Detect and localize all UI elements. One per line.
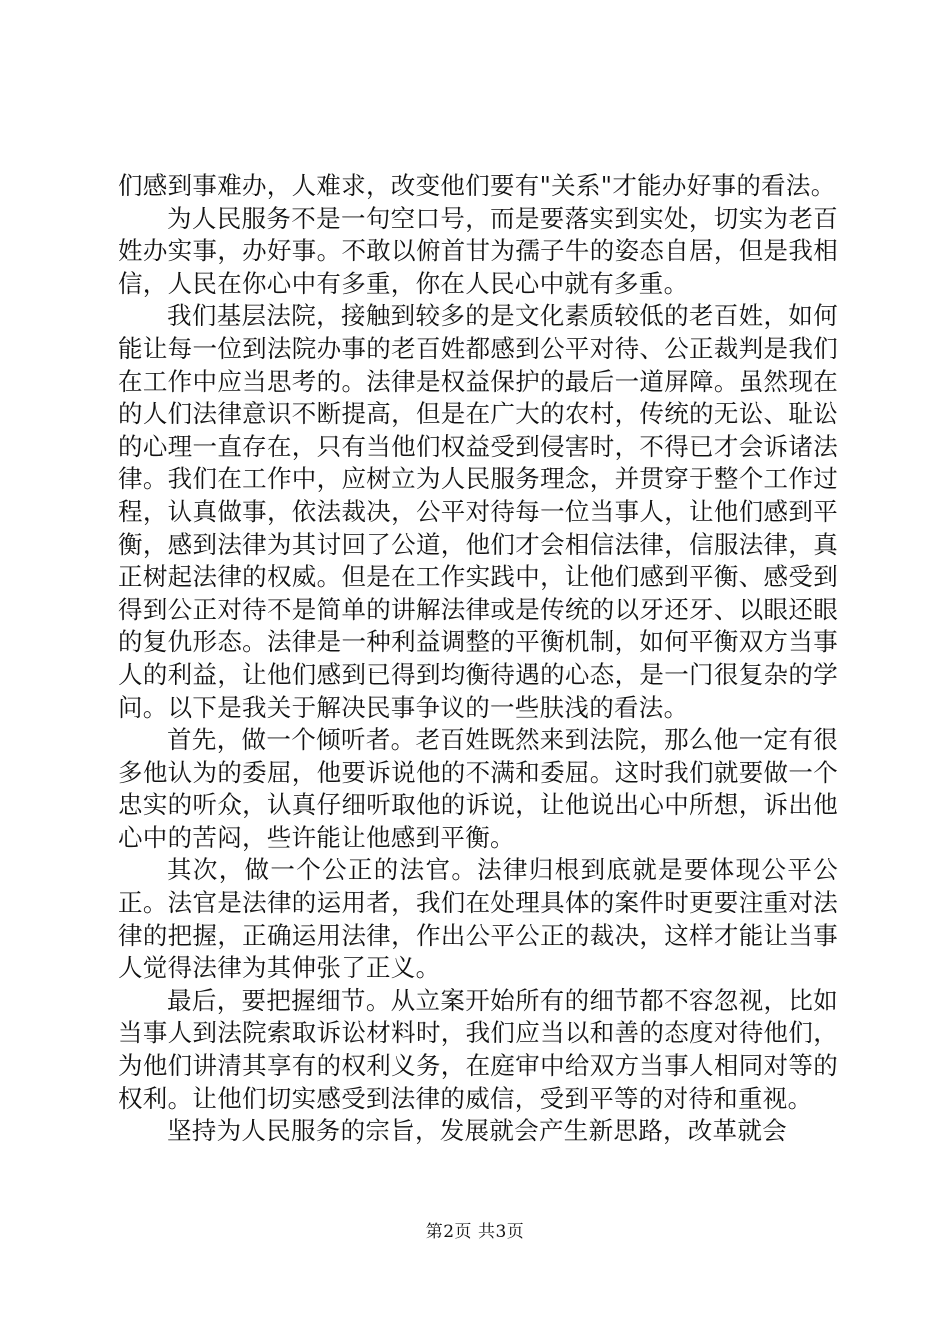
paragraph: 们感到事难办，人难求，改变他们要有"关系"才能办好事的看法。	[118, 171, 836, 200]
paragraph: 坚持为人民服务的宗旨，发展就会产生新思路，改革就会	[167, 1116, 787, 1146]
paragraph: 为人民服务不是一句空口号，而是要落实到实处，切实为老百姓办实事，办好事。不敢以俯首甘为孺子牛的姿态自居，但是我相信，人民在你心中有多重，你在人民心中就有多重。	[118, 203, 838, 298]
page-number-footer: 第2页 共3页	[425, 1222, 525, 1242]
paragraph: 首先，做一个倾听者。老百姓既然来到法院，那么他一定有很多他认为的委屈，他要诉说他的不满和委屈。这时我们就要做一个忠实的听众，认真仔细听取他的诉说，让他说出心中所想，诉出他心中的苦闷，些许能让他感到平衡。	[118, 725, 838, 852]
paragraph: 最后，要把握细节。从立案开始所有的细节都不容忽视，比如当事人到法院索取诉讼材料时，我们应当以和善的态度对待他们，为他们讲清其享有的权利义务，在庭审中给双方当事人相同对等的权利。让他们切实感受到法律的威信，受到平等的对待和重视。	[118, 985, 838, 1113]
paragraph: 其次，做一个公正的法官。法律归根到底就是要体现公平公正。法官是法律的运用者，我们在处理具体的案件时更要注重对法律的把握，正确运用法律，作出公平公正的裁决，这样才能让当事人觉得法律为其伸张了正义。	[118, 855, 838, 983]
document-body	[118, 170, 838, 1148]
paragraph: 我们基层法院，接触到较多的是文化素质较低的老百姓，如何能让每一位到法院办事的老百姓都感到公平对待、公正裁判是我们在工作中应当思考的。法律是权益保护的最后一道屏障。虽然现在的人们法律意识不断提高，但是在广大的农村，传统的无讼、耻讼的心理一直存在，只有当他们权益受到侵害时，不得已才会诉诸法律。我们在工作中，应树立为人民服务理念，并贯穿于整个工作过程，认真做事，依法裁决，公平对待每一位当事人，让他们感到平衡，感到法律为其讨回了公道，他们才会相信法律，信服法律，真正树起法律的权威。但是在工作实践中，让他们感到平衡、感受到得到公正对待不是简单的讲解法律或是传统的以牙还牙、以眼还眼的复仇形态。法律是一种利益调整的平衡机制，如何平衡双方当事人的利益，让他们感到已得到均衡待遇的心态，是一门很复杂的学问。以下是我关于解决民事争议的一些肤浅的看法。	[118, 301, 838, 722]
